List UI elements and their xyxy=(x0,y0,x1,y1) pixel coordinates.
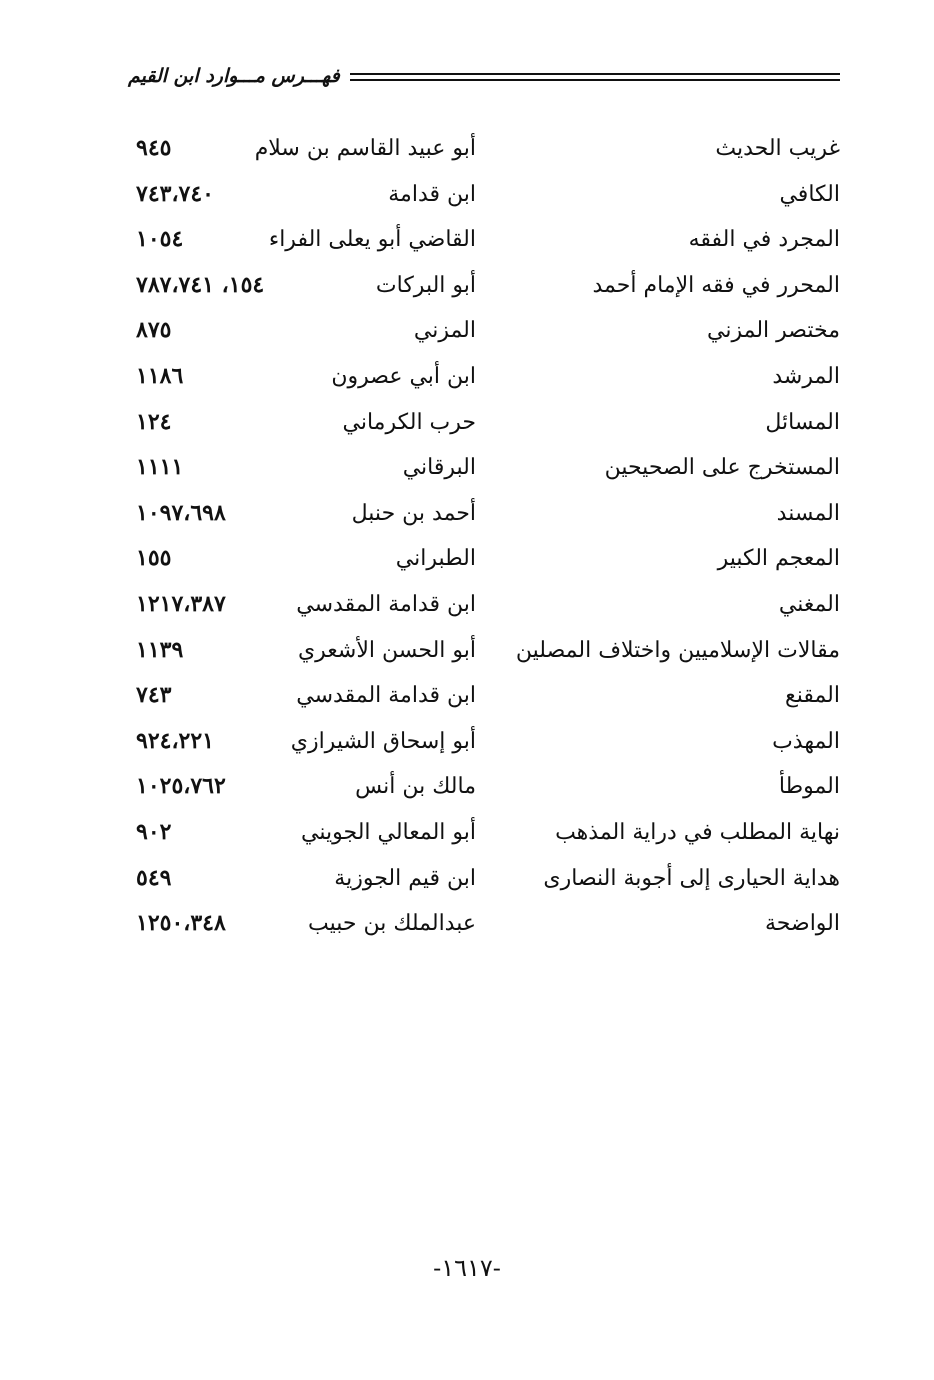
header-rule-top xyxy=(350,73,840,75)
book-title: المسند xyxy=(776,500,840,526)
book-title: الواضحة xyxy=(765,911,840,937)
book-title: المجرد في الفقه xyxy=(688,227,840,253)
book-title: المسائل xyxy=(765,409,840,435)
book-title: المحرر في فقه الإمام أحمد xyxy=(592,272,840,298)
page-references: ٧٤٣،٧٤٠ xyxy=(136,180,214,207)
index-entry xyxy=(128,719,840,765)
page-references: ١٥٤، ٧٨٧،٧٤١ xyxy=(136,271,265,298)
book-author: أبو إسحاق الشيرازي xyxy=(290,728,476,754)
book-title: الكافي xyxy=(779,181,840,207)
index-entry xyxy=(128,901,840,947)
book-author: عبدالملك بن حبيب xyxy=(307,911,476,937)
book-author: الطبراني xyxy=(395,546,476,572)
index-entry xyxy=(128,536,840,582)
page-references: ٩٠٢ xyxy=(136,818,172,845)
page-references: ١٥٥ xyxy=(136,545,172,572)
index-entry xyxy=(128,810,840,856)
page-references: ١٠٥٤ xyxy=(136,226,184,253)
page-references: ١٠٢٥،٧٦٢ xyxy=(136,773,226,800)
book-title: المهذب xyxy=(772,728,840,754)
book-title: مقالات الإسلاميين واختلاف المصلين xyxy=(515,637,840,663)
book-author: ابن قيم الجوزية xyxy=(334,865,476,891)
page-references: ٧٤٣ xyxy=(136,682,172,709)
index-entry xyxy=(128,126,840,172)
page-references: ٩٢٤،٢٢١ xyxy=(136,727,214,754)
index-entry xyxy=(128,172,840,218)
book-title: المستخرج على الصحيحين xyxy=(604,455,840,481)
index-entry xyxy=(128,628,840,674)
book-title: المعجم الكبير xyxy=(717,546,840,572)
book-author: أبو البركات xyxy=(375,272,476,298)
page-references: ١١٨٦ xyxy=(136,362,184,389)
index-entry xyxy=(128,217,840,263)
book-author: أبو عبيد القاسم بن سلام xyxy=(254,136,476,161)
header-title: فهـــرس مـــوارد ابن القيم xyxy=(128,65,340,87)
index-entry xyxy=(128,582,840,628)
index-entry xyxy=(128,764,840,810)
book-title: المرشد xyxy=(772,363,840,389)
book-title: هداية الحيارى إلى أجوبة النصارى xyxy=(543,865,840,891)
book-author: المزني xyxy=(413,318,476,344)
book-author: ابن قدامة المقدسي xyxy=(296,591,476,617)
index-entry xyxy=(128,400,840,446)
page-references: ٨٧٥ xyxy=(136,317,172,344)
book-title: المقنع xyxy=(784,683,840,709)
book-title: نهاية المطلب في دراية المذهب xyxy=(555,819,840,845)
index-entry xyxy=(128,673,840,719)
index-entry xyxy=(128,308,840,354)
running-header xyxy=(128,62,840,96)
book-author: القاضي أبو يعلى الفراء xyxy=(268,227,476,253)
book-author: حرب الكرماني xyxy=(342,409,476,435)
page-references: ١٢١٧،٣٨٧ xyxy=(136,590,226,617)
book-author: ابن أبي عصرون xyxy=(331,363,476,389)
page-references: ٩٤٥ xyxy=(136,135,172,161)
book-title: مختصر المزني xyxy=(707,318,840,344)
index-entry xyxy=(128,491,840,537)
book-author: ابن قدامة المقدسي xyxy=(296,683,476,709)
book-author: ابن قدامة xyxy=(388,181,476,207)
book-title: المغني xyxy=(778,591,840,617)
sources-index-list xyxy=(128,126,840,947)
index-entry xyxy=(128,263,840,309)
page-references: ١١١١ xyxy=(136,454,184,481)
page-references: ١٠٩٧،٦٩٨ xyxy=(136,499,226,526)
page-references: ١٢٤ xyxy=(136,408,172,435)
header-rule-bottom xyxy=(350,79,840,81)
book-title: الموطأ xyxy=(778,774,840,800)
index-entry xyxy=(128,354,840,400)
page-number: -١٦١٧- xyxy=(433,1254,501,1282)
index-entry xyxy=(128,856,840,902)
book-title: غريب الحديث xyxy=(715,136,840,161)
index-entry xyxy=(128,445,840,491)
book-author: أبو المعالي الجويني xyxy=(301,819,476,845)
header-double-rule xyxy=(350,73,840,85)
page-references: ١١٣٩ xyxy=(136,636,184,663)
book-author: أحمد بن حنبل xyxy=(351,500,476,526)
book-author: أبو الحسن الأشعري xyxy=(297,637,476,663)
page-references: ١٢٥٠،٣٤٨ xyxy=(136,910,226,937)
page-references: ٥٤٩ xyxy=(136,864,172,891)
book-author: مالك بن أنس xyxy=(355,774,476,800)
book-author: البرقاني xyxy=(402,455,476,481)
